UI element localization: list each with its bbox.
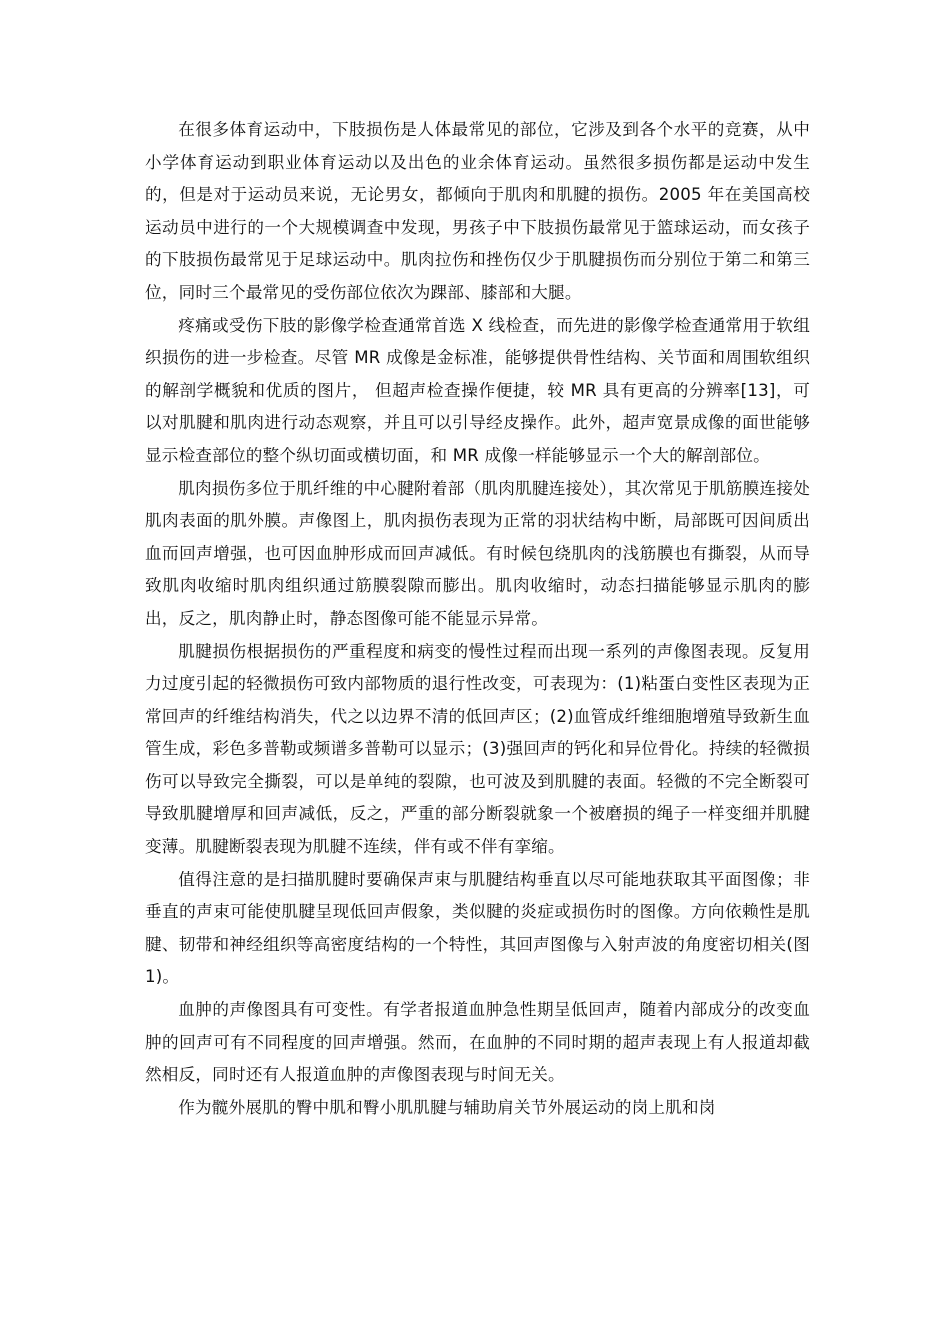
paragraph-hip-abductor: 作为髋外展肌的臀中肌和臀小肌肌腱与辅助肩关节外展运动的岗上肌和岗 bbox=[178, 1097, 716, 1117]
paragraph-tendon-injury: 肌腱损伤根据损伤的严重程度和病变的慢性过程而出现一系列的声像图表现。反复用力过度引起的轻微损伤可致内部物质的退行性改变，可表现为：(1)粘蛋白变性区表现为正常回声的纤维结构消失，代之以边界不清的低回声区；(2)血管成纤维细胞增殖导致新生血管生成，彩色多普勒或频谱多普勒可以显示；(3)强回声的钙化和异位骨化。持续的轻微损伤可以导致完全撕裂，可以是单纯的裂隙，也可波及到肌腱的表面。轻微的不完全断裂可导致肌腱增厚和回声减低，反之，严重的部分断裂就象一个被磨损的绳子一样变细并肌腱变薄。肌腱断裂表现为肌腱不连续，伴有或不伴有挛缩。 bbox=[145, 641, 810, 857]
paragraph-muscle-injury: 肌肉损伤多位于肌纤维的中心腱附着部（肌肉肌腱连接处），其次常见于肌筋膜连接处肌肉表面的肌外膜。声像图上，肌肉损伤表现为正常的羽状结构中断，局部既可因间质出血而回声增强，也可因血肿形成而回声减低。有时候包绕肌肉的浅筋膜也有撕裂，从而导致肌肉收缩时肌肉组织通过筋膜裂隙而膨出。肌肉收缩时，动态扫描能够显示肌肉的膨出，反之，肌肉静止时，静态图像可能不能显示异常。 bbox=[145, 478, 810, 628]
document-body bbox=[145, 114, 810, 1124]
paragraph-hematoma: 血肿的声像图具有可变性。有学者报道血肿急性期呈低回声，随着内部成分的改变血肿的回声可有不同程度的回声增强。然而，在血肿的不同时期的超声表现上有人报道却截然相反，同时还有人报道血肿的声像图表现与时间无关。 bbox=[145, 1000, 810, 1085]
paragraph-imaging-exam: 疼痛或受伤下肢的影像学检查通常首选 X 线检查，而先进的影像学检查通常用于软组织损伤的进一步检查。尽管 MR 成像是金标准，能够提供骨性结构、关节面和周围软组织的解剖学概貌和优质的图片， 但超声检查操作便捷，较 MR 具有更高的分辨率[13]，可以对肌腱和肌肉进行动态观察，并且可以引导经皮操作。此外，超声宽景成像的面世能够显示检查部位的整个纵切面或横切面，和 MR 成像一样能够显示一个大的解剖部位。 bbox=[145, 315, 810, 465]
paragraph-scanning-note: 值得注意的是扫描肌腱时要确保声束与肌腱结构垂直以尽可能地获取其平面图像；非垂直的声束可能使肌腱呈现低回声假象，类似腱的炎症或损伤时的图像。方向依赖性是肌腱、韧带和神经组织等高密度结构的一个特性，其回声图像与入射声波的角度密切相关(图 1)。 bbox=[145, 869, 810, 987]
paragraph-lower-limb-injury: 在很多体育运动中，下肢损伤是人体最常见的部位，它涉及到各个水平的竞赛，从中小学体育运动到职业体育运动以及出色的业余体育运动。虽然很多损伤都是运动中发生的，但是对于运动员来说，无论男女，都倾向于肌肉和肌腱的损伤。2005 年在美国高校运动员中进行的一个大规模调查中发现，男孩子中下肢损伤最常见于篮球运动，而女孩子的下肢损伤最常见于足球运动中。肌肉拉伤和挫伤仅少于肌腱损伤而分别位于第二和第三位，同时三个最常见的受伤部位依次为踝部、膝部和大腿。 bbox=[145, 120, 810, 302]
